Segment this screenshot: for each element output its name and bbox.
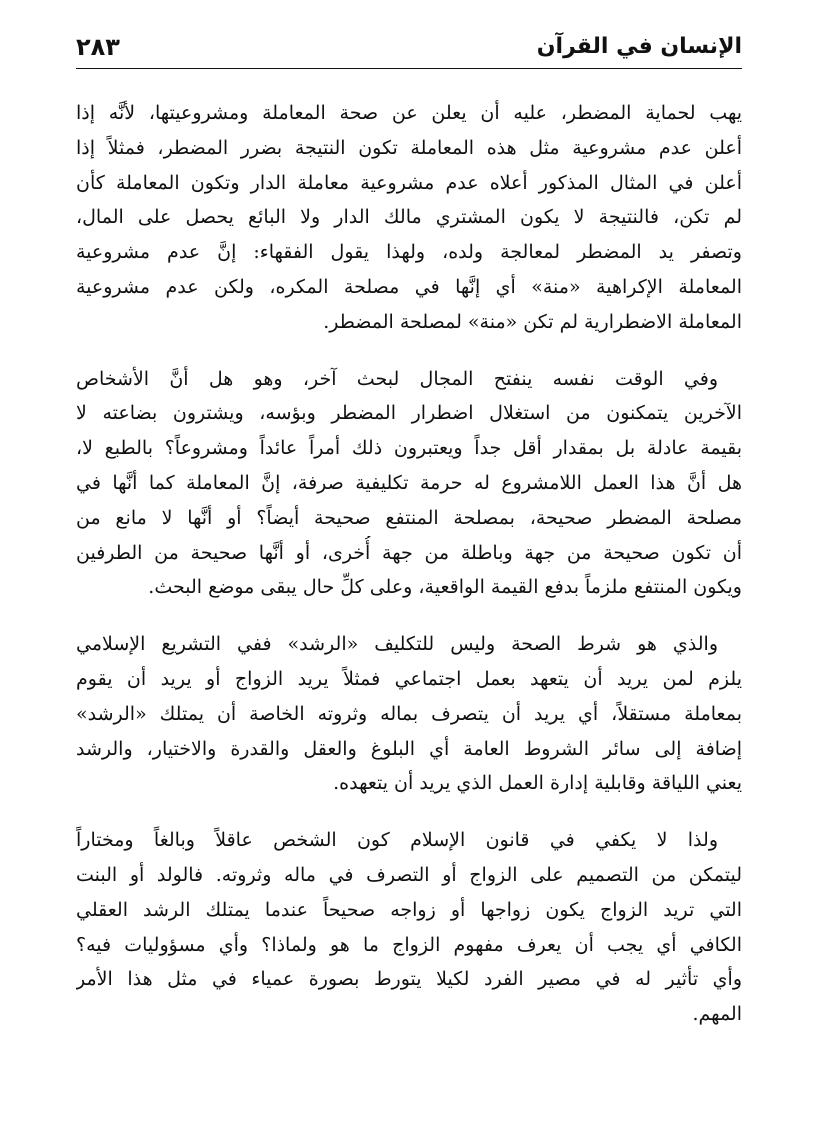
text-line: بمعاملة مستقلاً، أي يريد أن يتصرف بماله وثروته الخاصة أن يمتلك «الرشد» [76,702,742,725]
text-line: بقيمة عادلة بل بمقدار أقل جداً ويعتبرون ذلك أمراً عائداً ومشروعاً؟ بالطبع لا، [76,437,742,460]
running-title: الإنسان في القرآن [536,34,742,59]
page-number: ٢٨٣ [76,33,120,61]
text-line: ليتمكن من التصميم على الزواج أو التصرف في ماله وثروته. فالولد أو البنت [76,863,742,886]
text-line: أعلن عدم مشروعية مثل هذه المعاملة تكون النتيجة بضرر المضطر، فمثلاً إذا [76,136,742,159]
text-line: المهم. [692,1003,742,1026]
text-line: أعلن في المثال المذكور أعلاه عدم مشروعية معاملة الدار وتكون المعاملة كأن [76,171,742,194]
text-line: التي تريد الزواج يكون زواجها أو زواجه صحيحاً عندما يمتلك الرشد العقلي [76,898,742,921]
text-line: هل أنَّ هذا العمل اللامشروع له حرمة تكليفية صرفة، إنَّ المعاملة كما أنَّها في [76,471,742,494]
paragraph-3 [76,627,742,801]
text-line: المعاملة الإكراهية «منة» أي إنَّها في مصلحة المكره، ولكن عدم مشروعية [76,275,742,298]
text-line: وأي تأثير له في مصير الفرد لكيلا يتورط بصورة عمياء في مثل هذا الأمر [76,968,742,991]
text-line: يلزم لمن يريد أن يتعهد بعمل اجتماعي فمثلاً يريد الزواج أو يريد أن يقوم [76,667,742,690]
text-line: يعني اللياقة وقابلية إدارة العمل الذي يريد أن يتعهده. [333,772,742,795]
page-header [76,30,742,64]
paragraph-1 [76,96,742,340]
paragraph-2 [76,362,742,606]
body-text [76,96,742,1054]
paragraph-4 [76,823,742,1032]
text-line: ولذا لا يكفي في قانون الإسلام كون الشخص عاقلاً وبالغاً ومختاراً [76,829,718,852]
text-line: والذي هو شرط الصحة وليس للتكليف «الرشد» ففي التشريع الإسلامي [76,633,718,656]
header-divider [76,68,742,69]
text-line: ويكون المنتفع ملزماً بدفع القيمة الواقعية، وعلى كلِّ حال يبقى موضع البحث. [148,576,742,599]
text-line: المعاملة الاضطرارية لم تكن «منة» لمصلحة المضطر. [323,310,742,333]
text-line: وفي الوقت نفسه ينفتح المجال لبحث آخر، وهو هل أنَّ الأشخاص [76,367,718,390]
text-line: أن تكون صحيحة من جهة وباطلة من جهة أُخرى، أو أنَّها صحيحة من الطرفين [76,541,742,564]
text-line: الآخرين يتمكنون من استغلال اضطرار المضطر وبؤسه، ويشترون بضاعته لا [76,402,742,425]
text-line: إضافة إلى سائر الشروط العامة أي البلوغ والعقل والقدرة والاختيار، والرشد [76,737,742,760]
text-line: مصلحة المضطر صحيحة، بمصلحة المنتفع صحيحة أيضاً؟ أو أنَّها لا مانع من [76,506,742,529]
text-line: وتصفر يد المضطر لمعالجة ولده، ولهذا يقول الفقهاء: إنَّ عدم مشروعية [76,241,742,264]
text-line: لم تكن، فالنتيجة لا يكون المشتري مالك الدار ولا البائع يحصل على المال، [76,206,742,229]
text-line: يهب لحماية المضطر، عليه أن يعلن عن صحة المعاملة ومشروعيتها، لأنَّه إذا [76,102,742,124]
text-line: الكافي أي يجب أن يعرف مفهوم الزواج ما هو ولماذا؟ وأي مسؤوليات فيه؟ [76,933,742,956]
